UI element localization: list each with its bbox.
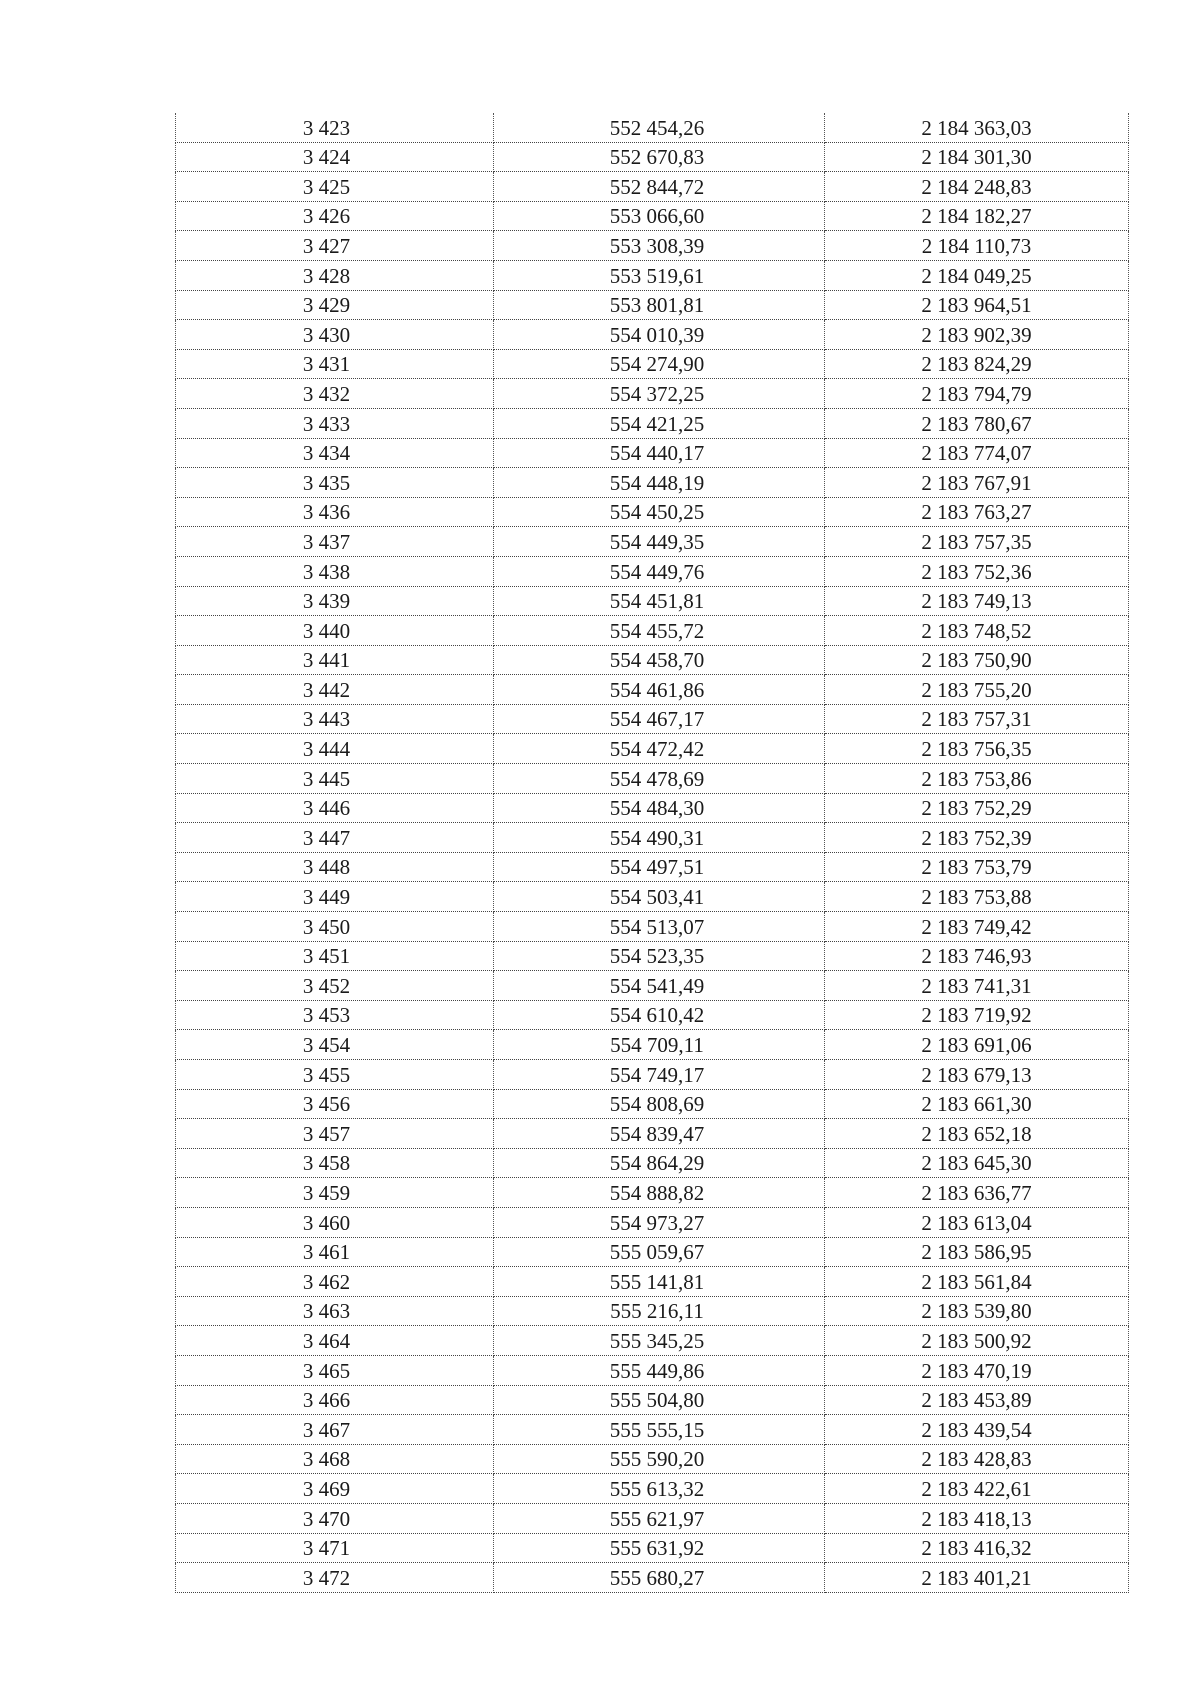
y-coordinate-cell: 2 183 636,77 [825,1178,1129,1208]
x-coordinate-cell: 554 478,69 [494,764,825,794]
point-number-cell: 3 449 [176,882,494,912]
y-coordinate-cell: 2 183 652,18 [825,1119,1129,1149]
x-coordinate-cell: 552 670,83 [494,142,825,172]
point-number-cell: 3 439 [176,586,494,616]
x-coordinate-cell: 554 372,25 [494,379,825,409]
coordinates-table-container [175,113,1128,1593]
point-number-cell: 3 471 [176,1533,494,1563]
y-coordinate-cell: 2 183 757,31 [825,704,1129,734]
point-number-cell: 3 464 [176,1326,494,1356]
y-coordinate-cell: 2 183 763,27 [825,497,1129,527]
y-coordinate-cell: 2 183 752,36 [825,556,1129,586]
table-row [176,971,1129,1001]
point-number-cell: 3 447 [176,823,494,853]
table-row [176,142,1129,172]
point-number-cell: 3 465 [176,1355,494,1385]
x-coordinate-cell: 555 216,11 [494,1296,825,1326]
x-coordinate-cell: 553 066,60 [494,201,825,231]
y-coordinate-cell: 2 183 539,80 [825,1296,1129,1326]
y-coordinate-cell: 2 183 749,42 [825,912,1129,942]
y-coordinate-cell: 2 183 428,83 [825,1444,1129,1474]
table-row [176,231,1129,261]
table-row [176,1178,1129,1208]
x-coordinate-cell: 554 808,69 [494,1089,825,1119]
point-number-cell: 3 455 [176,1060,494,1090]
point-number-cell: 3 433 [176,408,494,438]
y-coordinate-cell: 2 184 110,73 [825,231,1129,261]
table-row [176,468,1129,498]
table-row [176,1474,1129,1504]
point-number-cell: 3 454 [176,1030,494,1060]
y-coordinate-cell: 2 183 416,32 [825,1533,1129,1563]
table-row [176,1089,1129,1119]
table-row [176,1030,1129,1060]
x-coordinate-cell: 553 519,61 [494,260,825,290]
point-number-cell: 3 466 [176,1385,494,1415]
x-coordinate-cell: 554 451,81 [494,586,825,616]
x-coordinate-cell: 554 472,42 [494,734,825,764]
table-row [176,1415,1129,1445]
x-coordinate-cell: 554 709,11 [494,1030,825,1060]
table-row [176,882,1129,912]
x-coordinate-cell: 554 541,49 [494,971,825,1001]
point-number-cell: 3 440 [176,616,494,646]
point-number-cell: 3 470 [176,1503,494,1533]
y-coordinate-cell: 2 183 750,90 [825,645,1129,675]
y-coordinate-cell: 2 183 753,86 [825,764,1129,794]
table-row [176,704,1129,734]
y-coordinate-cell: 2 183 748,52 [825,616,1129,646]
table-row [176,1237,1129,1267]
x-coordinate-cell: 554 888,82 [494,1178,825,1208]
point-number-cell: 3 457 [176,1119,494,1149]
x-coordinate-cell: 555 680,27 [494,1563,825,1593]
x-coordinate-cell: 554 449,35 [494,527,825,557]
table-row [176,645,1129,675]
table-row [176,201,1129,231]
point-number-cell: 3 424 [176,142,494,172]
table-row [176,912,1129,942]
table-row [176,1296,1129,1326]
table-row [176,675,1129,705]
y-coordinate-cell: 2 183 661,30 [825,1089,1129,1119]
y-coordinate-cell: 2 184 248,83 [825,172,1129,202]
point-number-cell: 3 450 [176,912,494,942]
point-number-cell: 3 472 [176,1563,494,1593]
table-row [176,1503,1129,1533]
y-coordinate-cell: 2 183 753,88 [825,882,1129,912]
x-coordinate-cell: 554 461,86 [494,675,825,705]
point-number-cell: 3 428 [176,260,494,290]
point-number-cell: 3 441 [176,645,494,675]
table-row [176,852,1129,882]
table-row [176,586,1129,616]
y-coordinate-cell: 2 183 824,29 [825,349,1129,379]
point-number-cell: 3 429 [176,290,494,320]
x-coordinate-cell: 555 504,80 [494,1385,825,1415]
y-coordinate-cell: 2 183 774,07 [825,438,1129,468]
point-number-cell: 3 451 [176,941,494,971]
x-coordinate-cell: 553 801,81 [494,290,825,320]
point-number-cell: 3 430 [176,320,494,350]
y-coordinate-cell: 2 183 767,91 [825,468,1129,498]
point-number-cell: 3 443 [176,704,494,734]
table-row [176,260,1129,290]
y-coordinate-cell: 2 183 964,51 [825,290,1129,320]
table-row [176,379,1129,409]
point-number-cell: 3 438 [176,556,494,586]
coordinates-table [175,113,1129,1593]
y-coordinate-cell: 2 183 470,19 [825,1355,1129,1385]
y-coordinate-cell: 2 183 645,30 [825,1148,1129,1178]
table-row [176,497,1129,527]
table-row [176,1533,1129,1563]
table-row [176,1000,1129,1030]
x-coordinate-cell: 554 274,90 [494,349,825,379]
x-coordinate-cell: 555 555,15 [494,1415,825,1445]
table-row [176,172,1129,202]
x-coordinate-cell: 554 450,25 [494,497,825,527]
y-coordinate-cell: 2 183 749,13 [825,586,1129,616]
x-coordinate-cell: 554 497,51 [494,852,825,882]
table-row [176,438,1129,468]
y-coordinate-cell: 2 183 746,93 [825,941,1129,971]
x-coordinate-cell: 552 454,26 [494,113,825,142]
y-coordinate-cell: 2 183 719,92 [825,1000,1129,1030]
y-coordinate-cell: 2 183 561,84 [825,1267,1129,1297]
y-coordinate-cell: 2 183 439,54 [825,1415,1129,1445]
point-number-cell: 3 426 [176,201,494,231]
table-row [176,1119,1129,1149]
y-coordinate-cell: 2 183 500,92 [825,1326,1129,1356]
table-row [176,556,1129,586]
table-row [176,1060,1129,1090]
table-row [176,1326,1129,1356]
table-row [176,1355,1129,1385]
point-number-cell: 3 436 [176,497,494,527]
x-coordinate-cell: 554 458,70 [494,645,825,675]
y-coordinate-cell: 2 183 780,67 [825,408,1129,438]
y-coordinate-cell: 2 183 752,39 [825,823,1129,853]
x-coordinate-cell: 555 631,92 [494,1533,825,1563]
point-number-cell: 3 425 [176,172,494,202]
x-coordinate-cell: 554 973,27 [494,1207,825,1237]
table-row [176,1267,1129,1297]
point-number-cell: 3 437 [176,527,494,557]
y-coordinate-cell: 2 183 418,13 [825,1503,1129,1533]
x-coordinate-cell: 554 484,30 [494,793,825,823]
table-row [176,764,1129,794]
x-coordinate-cell: 554 610,42 [494,1000,825,1030]
table-row [176,823,1129,853]
x-coordinate-cell: 555 621,97 [494,1503,825,1533]
point-number-cell: 3 431 [176,349,494,379]
table-row [176,408,1129,438]
x-coordinate-cell: 554 010,39 [494,320,825,350]
y-coordinate-cell: 2 184 182,27 [825,201,1129,231]
point-number-cell: 3 423 [176,113,494,142]
table-row [176,527,1129,557]
point-number-cell: 3 452 [176,971,494,1001]
x-coordinate-cell: 554 440,17 [494,438,825,468]
x-coordinate-cell: 555 141,81 [494,1267,825,1297]
point-number-cell: 3 456 [176,1089,494,1119]
y-coordinate-cell: 2 183 422,61 [825,1474,1129,1504]
point-number-cell: 3 463 [176,1296,494,1326]
point-number-cell: 3 434 [176,438,494,468]
table-row [176,113,1129,142]
x-coordinate-cell: 554 503,41 [494,882,825,912]
y-coordinate-cell: 2 184 363,03 [825,113,1129,142]
coordinates-table-body [176,113,1129,1592]
x-coordinate-cell: 554 513,07 [494,912,825,942]
x-coordinate-cell: 554 490,31 [494,823,825,853]
y-coordinate-cell: 2 183 757,35 [825,527,1129,557]
y-coordinate-cell: 2 183 752,29 [825,793,1129,823]
point-number-cell: 3 467 [176,1415,494,1445]
x-coordinate-cell: 555 613,32 [494,1474,825,1504]
x-coordinate-cell: 554 449,76 [494,556,825,586]
x-coordinate-cell: 554 839,47 [494,1119,825,1149]
y-coordinate-cell: 2 183 753,79 [825,852,1129,882]
x-coordinate-cell: 554 455,72 [494,616,825,646]
y-coordinate-cell: 2 183 679,13 [825,1060,1129,1090]
table-row [176,349,1129,379]
y-coordinate-cell: 2 183 453,89 [825,1385,1129,1415]
x-coordinate-cell: 555 059,67 [494,1237,825,1267]
y-coordinate-cell: 2 184 301,30 [825,142,1129,172]
point-number-cell: 3 459 [176,1178,494,1208]
point-number-cell: 3 461 [176,1237,494,1267]
point-number-cell: 3 462 [176,1267,494,1297]
point-number-cell: 3 460 [176,1207,494,1237]
table-row [176,320,1129,350]
y-coordinate-cell: 2 183 691,06 [825,1030,1129,1060]
table-row [176,1444,1129,1474]
table-row [176,1385,1129,1415]
table-row [176,793,1129,823]
x-coordinate-cell: 554 749,17 [494,1060,825,1090]
y-coordinate-cell: 2 183 902,39 [825,320,1129,350]
y-coordinate-cell: 2 183 794,79 [825,379,1129,409]
point-number-cell: 3 453 [176,1000,494,1030]
y-coordinate-cell: 2 183 741,31 [825,971,1129,1001]
x-coordinate-cell: 554 467,17 [494,704,825,734]
y-coordinate-cell: 2 183 586,95 [825,1237,1129,1267]
point-number-cell: 3 432 [176,379,494,409]
point-number-cell: 3 445 [176,764,494,794]
table-row [176,1148,1129,1178]
table-row [176,616,1129,646]
point-number-cell: 3 469 [176,1474,494,1504]
x-coordinate-cell: 555 345,25 [494,1326,825,1356]
x-coordinate-cell: 555 449,86 [494,1355,825,1385]
point-number-cell: 3 458 [176,1148,494,1178]
table-row [176,290,1129,320]
table-row [176,1207,1129,1237]
point-number-cell: 3 448 [176,852,494,882]
x-coordinate-cell: 554 421,25 [494,408,825,438]
y-coordinate-cell: 2 183 755,20 [825,675,1129,705]
point-number-cell: 3 442 [176,675,494,705]
table-row [176,1563,1129,1593]
point-number-cell: 3 468 [176,1444,494,1474]
y-coordinate-cell: 2 183 613,04 [825,1207,1129,1237]
x-coordinate-cell: 555 590,20 [494,1444,825,1474]
y-coordinate-cell: 2 183 401,21 [825,1563,1129,1593]
x-coordinate-cell: 554 448,19 [494,468,825,498]
point-number-cell: 3 427 [176,231,494,261]
x-coordinate-cell: 552 844,72 [494,172,825,202]
table-row [176,941,1129,971]
point-number-cell: 3 435 [176,468,494,498]
x-coordinate-cell: 554 523,35 [494,941,825,971]
x-coordinate-cell: 554 864,29 [494,1148,825,1178]
y-coordinate-cell: 2 183 756,35 [825,734,1129,764]
table-row [176,734,1129,764]
point-number-cell: 3 446 [176,793,494,823]
point-number-cell: 3 444 [176,734,494,764]
y-coordinate-cell: 2 184 049,25 [825,260,1129,290]
x-coordinate-cell: 553 308,39 [494,231,825,261]
